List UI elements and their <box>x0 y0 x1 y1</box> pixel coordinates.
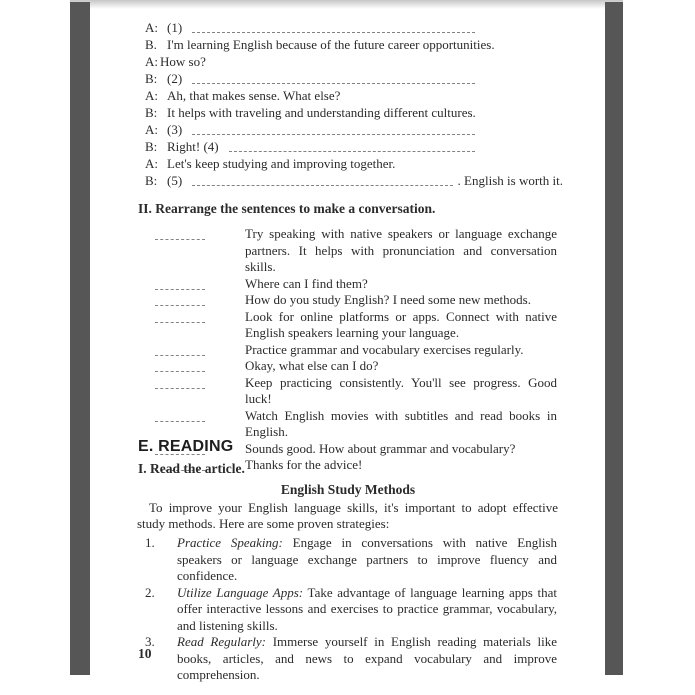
answer-blank <box>155 408 205 422</box>
fill-blank <box>192 19 475 33</box>
article-intro-paragraph: To improve your English language skills, it's important to adopt effective study methods. Here are some proven strategies: <box>137 500 558 531</box>
list-item-number: 1. <box>145 535 155 550</box>
answer-blank <box>155 226 205 240</box>
dialogue-text: Let's keep studying and improving together. <box>167 156 396 171</box>
list-item-lead: Read Regularly: <box>177 634 267 649</box>
list-item-body: Engage in conversations with native English speakers or language exchange partners to improve fluency and confidence. <box>177 535 557 583</box>
dialogue-line <box>145 155 563 172</box>
answer-blank <box>155 292 205 306</box>
blank-number: (3) <box>167 122 183 137</box>
blank-number: (2) <box>167 71 183 86</box>
list-item-body: Take advantage of language learning apps that offer interactive lessons and exercises to practice grammar, vocabulary, and listening skills. <box>177 584 557 633</box>
answer-blank <box>155 276 205 290</box>
rearrange-item <box>155 375 557 408</box>
sentence-text: Look for online platforms or apps. Connect with native English speakers learning your language. <box>245 308 557 340</box>
list-item-number: 2. <box>145 584 155 600</box>
speaker-label: B: <box>145 173 158 188</box>
rearrange-item <box>155 276 557 293</box>
speaker-label: A: <box>145 88 158 103</box>
rearrange-item <box>155 358 557 375</box>
page-number: 10 <box>138 646 152 661</box>
speaker-label: B: <box>145 71 158 86</box>
dialogue-line <box>145 53 563 70</box>
speaker-label: B: <box>145 139 158 154</box>
article-strategy-list <box>145 535 557 684</box>
fill-blank <box>192 172 452 186</box>
dialogue-line <box>145 121 563 138</box>
speaker-label: B: <box>145 105 158 120</box>
dialogue-text: Right! (4) <box>167 139 219 154</box>
section-heading-rearrange: II. Rearrange the sentences to make a conversation. <box>138 201 436 216</box>
article-title: English Study Methods <box>280 482 416 497</box>
list-item-text <box>177 585 557 635</box>
sentence-text: Watch English movies with subtitles and read books in English. <box>245 407 557 439</box>
scan-edge-left <box>70 2 90 675</box>
blank-number: (5) <box>167 173 183 188</box>
list-item-lead: Practice Speaking: <box>177 535 283 550</box>
rearrange-item <box>155 408 557 441</box>
list-item-lead: Utilize Language Apps: <box>177 584 304 600</box>
dialogue-exercise <box>145 19 563 189</box>
scan-edge-right <box>605 2 623 675</box>
rearrange-item <box>155 226 557 276</box>
speaker-label: A: <box>145 122 158 137</box>
scan-top-shadow <box>70 0 623 9</box>
dialogue-line <box>145 36 563 53</box>
sentence-text: Okay, what else can I do? <box>245 358 379 373</box>
fill-blank <box>192 70 475 84</box>
list-item-number: 3. <box>145 634 155 649</box>
speaker-label: B. <box>145 37 157 52</box>
answer-blank <box>155 358 205 372</box>
list-item-text <box>177 634 557 684</box>
list-item <box>145 634 557 684</box>
fill-blank <box>192 121 475 135</box>
sentence-text: How do you study English? I need some new methods. <box>245 292 531 307</box>
list-item-text <box>177 535 557 585</box>
sentence-text: Thanks for the advice! <box>245 457 363 472</box>
answer-blank <box>155 375 205 389</box>
sentence-text: Sounds good. How about grammar and vocabulary? <box>245 440 516 456</box>
instruction-read-article: I. Read the article. <box>138 461 245 476</box>
answer-blank <box>155 309 205 323</box>
list-item <box>145 535 557 585</box>
dialogue-line <box>145 87 563 104</box>
rearrange-item <box>155 309 557 342</box>
dialogue-line <box>145 172 563 189</box>
dialogue-text: It helps with traveling and understanding different cultures. <box>167 105 476 120</box>
dialogue-line <box>145 138 563 155</box>
fill-blank <box>229 138 475 152</box>
sentence-text: Keep practicing consistently. You'll see progress. Good luck! <box>245 374 557 406</box>
speaker-label: A: <box>145 54 158 69</box>
speaker-label: A: <box>145 156 158 171</box>
dialogue-text: I'm learning English because of the future career opportunities. <box>167 37 495 52</box>
speaker-label: A: <box>145 20 158 35</box>
section-heading-reading: E. READING <box>138 438 234 455</box>
rearrange-exercise <box>155 226 557 474</box>
sentence-text: Where can I find them? <box>245 275 368 291</box>
dialogue-line <box>145 70 563 87</box>
blank-number: (1) <box>167 20 183 35</box>
sentence-text: Practice grammar and vocabulary exercises regularly. <box>245 341 524 357</box>
list-item <box>145 585 557 635</box>
dialogue-line <box>145 19 563 36</box>
dialogue-line <box>145 104 563 121</box>
answer-blank <box>155 342 205 356</box>
rearrange-item <box>155 292 557 309</box>
rearrange-item <box>155 342 557 359</box>
dialogue-text: Ah, that makes sense. What else? <box>167 88 341 103</box>
list-item-body: Immerse yourself in English reading materials like books, articles, and news to expand vocabulary and improve comprehension. <box>177 634 557 682</box>
dialogue-text: How so? <box>160 54 206 69</box>
dialogue-text: . English is worth it. <box>457 173 563 188</box>
sentence-text: Try speaking with native speakers or language exchange partners. It helps with pronunciation and conversation skills. <box>245 226 557 274</box>
